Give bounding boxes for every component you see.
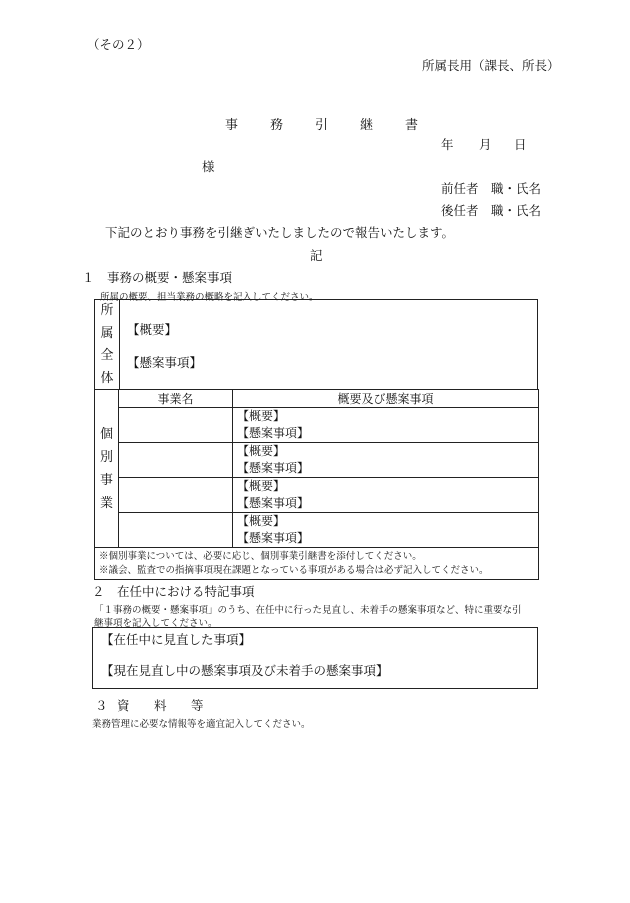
table-row [95, 443, 539, 478]
individual-label [95, 390, 119, 548]
col-header-project: 事業名 [119, 390, 233, 408]
row-kenan: 【懸案事項】 [237, 531, 310, 545]
notes-cell [95, 548, 539, 580]
special-notes-box [92, 627, 538, 689]
intro-text: 下記のとおり事務を引継ぎいたしましたので報告いたします。 [105, 225, 455, 240]
ki-marker: 記 [310, 248, 323, 263]
individual-label-char: 事 [99, 472, 113, 488]
project-name-cell [119, 408, 233, 443]
row-gaiyou: 【概要】 [237, 514, 286, 528]
summary-cell [233, 513, 539, 548]
overall-label-char: 属 [100, 325, 114, 341]
section3-number: ３ [95, 698, 108, 713]
row-kenan: 【懸案事項】 [237, 496, 310, 510]
col-header-summary: 概要及び懸案事項 [233, 390, 539, 408]
section3-char: 料 [154, 698, 167, 713]
row-gaiyou: 【概要】 [237, 444, 286, 458]
individual-label-char: 個 [99, 426, 113, 442]
section2-heading: ２ 在任中における特記事項 [92, 584, 255, 599]
title-char: 務 [270, 118, 284, 133]
section3-char: 等 [191, 698, 204, 713]
title-char: 書 [405, 118, 419, 133]
page-label: （その２） [87, 37, 150, 52]
date-year: 年 [441, 137, 454, 152]
title-char: 事 [225, 118, 239, 133]
table-row [95, 408, 539, 443]
summary-cell [233, 443, 539, 478]
date-month: 月 [479, 137, 492, 152]
previous-person: 前任者 職・氏名 [441, 181, 542, 196]
row-kenan: 【懸案事項】 [237, 461, 310, 475]
summary-cell [233, 478, 539, 513]
overall-label-char: 全 [100, 348, 114, 363]
overall-box [94, 299, 538, 390]
summary-cell [233, 408, 539, 443]
section1-heading: １ 事務の概要・懸案事項 [82, 270, 233, 285]
section1-instruction: 所属の概要、担当業務の概略を記入してください。 [100, 292, 319, 303]
addressee-honorific: 様 [202, 159, 215, 174]
project-name-cell [119, 443, 233, 478]
overall-label [95, 300, 120, 389]
overall-label-char: 体 [100, 370, 114, 386]
pending-items-label: 【現在見直し中の懸案事項及び未着手の懸案事項】 [101, 663, 389, 678]
row-gaiyou: 【概要】 [237, 479, 286, 493]
row-kenan: 【懸案事項】 [237, 426, 310, 440]
overall-gaiyou: 【概要】 [127, 322, 178, 337]
section2-instruction-line2: 継事項を記入してください。 [94, 618, 218, 629]
section3-heading [95, 696, 204, 714]
individual-projects-table [94, 389, 539, 580]
overall-kenan: 【懸案事項】 [127, 355, 203, 370]
section3-instruction: 業務管理に必要な情報等を適宜記入してください。 [92, 719, 311, 730]
date-day: 日 [514, 137, 527, 152]
note-2: ※議会、監査での指摘事項現在課題となっている事項がある場合は必ず記入してください。 [99, 564, 489, 576]
table-row [95, 513, 539, 548]
individual-label-char: 別 [99, 449, 113, 465]
title-char: 引 [315, 118, 329, 133]
title-char: 継 [360, 118, 374, 133]
section2-instruction-line1: 「１事務の概要・懸案事項」のうち、在任中に行った見直し、未着手の懸案事項など、特に重要な引 [94, 605, 522, 616]
reviewed-items-label: 【在任中に見直した事項】 [101, 632, 252, 647]
project-name-cell [119, 513, 233, 548]
successor-person: 後任者 職・氏名 [441, 203, 542, 218]
section3-char: 資 [117, 698, 130, 713]
overall-label-char: 所 [100, 303, 114, 318]
row-gaiyou: 【概要】 [237, 409, 286, 423]
document-title [225, 114, 418, 133]
project-name-cell [119, 478, 233, 513]
note-1: ※個別事業については、必要に応じ、個別事業引継書を添付してください。 [99, 550, 422, 562]
individual-label-char: 業 [99, 495, 113, 511]
table-row [95, 478, 539, 513]
usage-label: 所属長用（課長、所長） [422, 58, 560, 73]
